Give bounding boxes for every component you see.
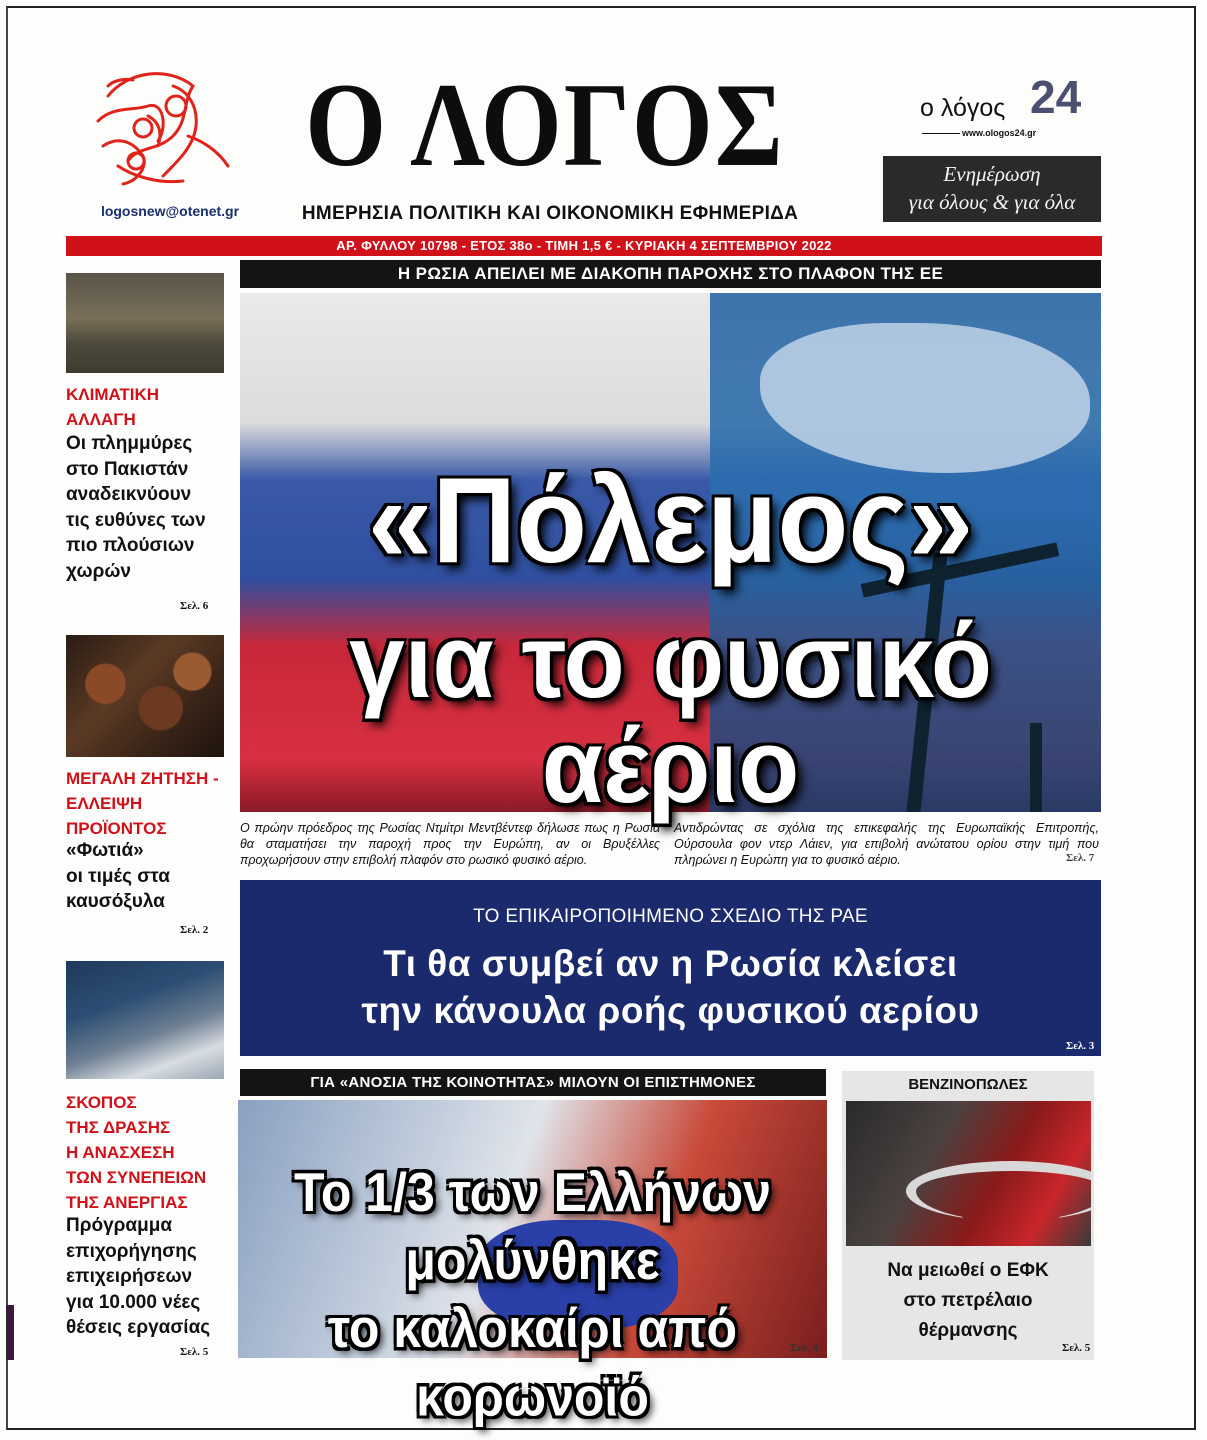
lead-headline-line-1[interactable]: «Πόλεμος»: [367, 451, 974, 589]
page-ref: Σελ. 3: [1066, 1040, 1095, 1052]
kicker-line: ΠΡΟΪΟΝΤΟΣ: [66, 819, 167, 838]
kicker-line: ΕΛΛΕΙΨΗ: [66, 794, 143, 813]
headline-line: θέρμανσης: [918, 1320, 1018, 1341]
kicker-line: ΤΩΝ ΣΥΝΕΠΕΙΩΝ: [66, 1168, 207, 1187]
headline-line: επιχορήγησης: [66, 1240, 197, 1262]
olagos24-url[interactable]: www.ologos24.gr: [962, 128, 1037, 138]
tagline-line-1: Ενημέρωση: [943, 162, 1041, 186]
headline-line: οι τιμές στα: [66, 865, 170, 887]
headline-line: στο πετρέλαιο: [903, 1290, 1033, 1311]
headline-line: αναδεικνύουν: [66, 484, 192, 506]
covid-headline[interactable]: [238, 1158, 827, 1431]
headline-line: Να μειωθεί ο ΕΦΚ: [887, 1260, 1049, 1281]
kicker-line: ΤΗΣ ΔΡΑΣΗΣ: [66, 1118, 171, 1137]
headline-line: στο Πακιστάν: [66, 458, 189, 480]
lead-banner: Η ΡΩΣΙΑ ΑΠΕΙΛΕΙ ΜΕ ΔΙΑΚΟΠΗ ΠΑΡΟΧΗΣ ΣΤΟ ΠΛΑΦΟΝ ΤΗΣ ΕΕ: [240, 260, 1101, 288]
fuel-headline[interactable]: [842, 1256, 1094, 1346]
headline-line: χωρών: [66, 560, 131, 582]
kicker-line: ΜΕΓΑΛΗ ΖΗΤΗΣΗ -: [66, 769, 219, 788]
headline-line: Οι πλημμύρες: [66, 433, 193, 454]
kicker-line: Η ΑΝΑΣΧΕΣΗ: [66, 1143, 175, 1162]
headline-line: Πρόγραμμα: [66, 1215, 173, 1236]
masthead-subtitle: ΗΜΕΡΗΣΙΑ ΠΟΛΙΤΙΚΗ ΚΑΙ ΟΙΚΟΝΟΜΙΚΗ ΕΦΗΜΕΡΙΔΑ: [301, 203, 799, 224]
kicker-line: ΚΛΙΜΑΤΙΚΗ: [66, 385, 160, 404]
flood-photo: [66, 273, 224, 373]
headline-line: για 10.000 νέες: [66, 1291, 201, 1313]
office-desk-photo: [66, 961, 224, 1079]
olagos24-name: ο λόγος: [920, 94, 1006, 122]
covid-banner: ΓΙΑ «ΑΝΟΣΙΑ ΤΗΣ ΚΟΙΝΟΤΗΤΑΣ» ΜΙΛΟΥΝ ΟΙ ΕΠΙΣΤΗΜΟΝΕΣ: [240, 1069, 826, 1096]
firewood-photo: [66, 635, 224, 757]
lead-caption-right: Αντιδρώντας σε σχόλια της επικεφαλής της Ευρωπαϊκής Επιτροπής, Ούρσουλα φον ντερ Λάιεν, για επιβολή ανώτατου ορίου στην τιμή που πληρώνει η Ευρώπη για το φυσικό αέριο.: [674, 821, 1099, 867]
rae-kicker: ΤΟ ΕΠΙΚΑΙΡΟΠΟΙΗΜΕΝΟ ΣΧΕΔΙΟ ΤΗΣ ΡΑΕ: [473, 906, 868, 927]
issue-line: ΑΡ. ΦΥΛΛΟΥ 10798 - ΕΤΟΣ 38ο - ΤΙΜΗ 1,5 € - ΚΥΡΙΑΚΗ 4 ΣΕΠΤΕΜΒΡΙΟΥ 2022: [336, 238, 832, 253]
page-ref: Σελ. 7: [1066, 852, 1095, 864]
page-ref: Σελ. 2: [180, 924, 209, 936]
kicker-line: ΤΗΣ ΑΝΕΡΓΙΑΣ: [66, 1193, 188, 1212]
edge-mark: [6, 1305, 14, 1360]
headline-line: τις ευθύνες των: [66, 509, 206, 531]
headline-line: την κάνουλα ροής φυσικού αερίου: [361, 990, 980, 1031]
lead-caption-left: Ο πρώην πρόεδρος της Ρωσίας Ντμίτρι Μεντβέντεφ δήλωσε πως η Ρωσία θα σταματήσει την παροχή προς την Ευρώπη, αν οι Βρυξέλλες προχωρήσουν στην επιβολή πλαφόν στο ρωσικό φυσικό αέριο.: [240, 821, 660, 867]
contact-email[interactable]: logosnew@otenet.gr: [100, 203, 240, 219]
headline-line: Τι θα συμβεί αν η Ρωσία κλείσει: [383, 943, 958, 984]
sidebar-3-kicker: [66, 1090, 236, 1215]
sidebar-1-kicker: [66, 382, 236, 432]
tagline-line-2: για όλους & για όλα: [908, 190, 1076, 214]
page-ref: Σελ. 5: [180, 1346, 209, 1358]
newspaper-logo-art: [88, 66, 238, 196]
page-ref: Σελ. 4: [790, 1342, 819, 1354]
headline-line: επιχειρήσεων: [66, 1266, 193, 1288]
fuel-pump-photo: [846, 1101, 1091, 1246]
rae-headline[interactable]: [240, 940, 1101, 1034]
headline-line: το καλοκαίρι από κορωνοϊό: [327, 1297, 738, 1428]
page-ref: Σελ. 5: [1062, 1342, 1091, 1354]
lead-headline-line-2[interactable]: για το φυσικό αέριο: [349, 602, 992, 826]
olagos24-number: 24: [1030, 71, 1082, 123]
kicker-line: ΣΚΟΠΟΣ: [66, 1093, 137, 1112]
masthead-title: Ο ΛΟΓΟΣ: [305, 59, 785, 192]
sidebar-2-headline[interactable]: [66, 838, 236, 915]
headline-line: «Φωτιά»: [66, 840, 144, 861]
sidebar-1-headline[interactable]: [66, 431, 236, 585]
sidebar-3-headline[interactable]: [66, 1213, 236, 1341]
fuel-hose: [906, 1161, 1091, 1221]
kicker-line: ΑΛΛΑΓΗ: [66, 410, 136, 429]
headline-line: θέσεις εργασίας: [66, 1317, 211, 1339]
olagos24-rule: [922, 133, 960, 134]
page-ref: Σελ. 6: [180, 600, 209, 612]
sidebar-2-kicker: [66, 766, 236, 841]
headline-line: καυσόξυλα: [66, 891, 165, 913]
headline-line: Το 1/3 των Ελλήνων μολύνθηκε: [294, 1161, 771, 1292]
headline-line: πιο πλούσιων: [66, 535, 195, 557]
olagos24-tagline-box: [883, 156, 1101, 222]
fuel-banner: ΒΕΝΖΙΝΟΠΩΛΕΣ: [842, 1071, 1094, 1098]
